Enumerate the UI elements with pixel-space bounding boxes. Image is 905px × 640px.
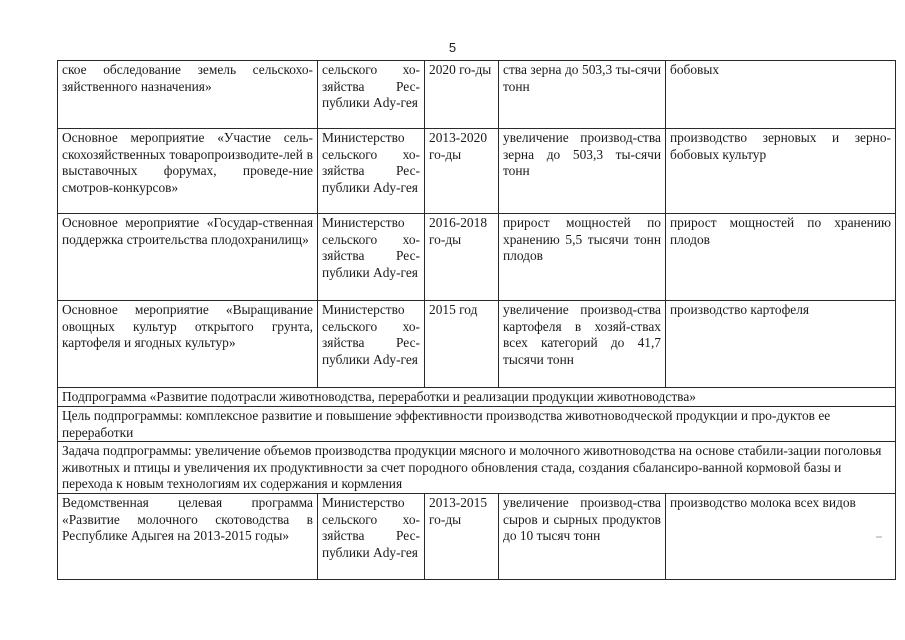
result-cell: прирост мощностей по хранению 5,5 тысячи тонн плодов [499, 214, 666, 301]
table-row [58, 301, 896, 388]
table-row [58, 214, 896, 301]
result-cell: увеличение производ-ства зерна до 503,3 ты-сячи тонн [499, 129, 666, 214]
table-row [58, 494, 896, 580]
subprogram-title: Подпрограмма «Развитие подотрасли животноводства, переработки и реализации продукции животноводства» [58, 388, 896, 407]
page-number: 5 [448, 40, 457, 55]
event-name-cell: Основное мероприятие «Участие сель-скохозяйственных товаропроизводите-лей в выставочных форумах, проведе-ние смотров-конкурсов» [58, 129, 318, 214]
event-name-cell: ское обследование земель сельскохо-зяйственного назначения» [58, 61, 318, 129]
goal-row [58, 407, 896, 442]
responsible-cell: Министерство сельского хо-зяйства Рес-публики Ady-гея [318, 129, 425, 214]
event-name-cell: Ведомственная целевая программа «Развитие молочного скотоводства в Республике Адыгея на 2013-2015 годы» [58, 494, 318, 580]
task-row [58, 442, 896, 494]
subprogram-goal: Цель подпрограммы: комплексное развитие и повышение эффективности производства животноводческой продукции и про-дуктов ее переработки [58, 407, 896, 442]
indicator-cell: прирост мощностей по хранению плодов [666, 214, 896, 301]
indicator-cell: производство молока всех видов [666, 494, 896, 580]
subprogram-task: Задача подпрограммы: увеличение объемов производства продукции мясного и молочного животноводства на основе стабили-зации поголовья животных и птицы и увеличения их продуктивности за счет породного обновления стада, создания сбалансиро-ванной кормовой базы и перехода к новым технологиям их содержания и кормления [58, 442, 896, 494]
program-table [57, 60, 896, 580]
period-cell: 2016-2018 го-ды [425, 214, 499, 301]
period-cell: 2015 год [425, 301, 499, 388]
responsible-cell: Министерство сельского хо-зяйства Рес-публики Ady-гея [318, 214, 425, 301]
period-cell: 2013-2020 го-ды [425, 129, 499, 214]
period-cell: 2020 го-ды [425, 61, 499, 129]
table-row [58, 61, 896, 129]
result-cell: увеличение производ-ства сыров и сырных продуктов до 10 тысяч тонн [499, 494, 666, 580]
event-name-cell: Основное мероприятие «Выращивание овощных культур открытого грунта, картофеля и ягодных культур» [58, 301, 318, 388]
indicator-cell: производство картофеля [666, 301, 896, 388]
indicator-cell: бобовых [666, 61, 896, 129]
responsible-cell: Министерство сельского хо-зяйства Рес-публики Ady-гея [318, 301, 425, 388]
indicator-cell: производство зерновых и зерно-бобовых культур [666, 129, 896, 214]
scan-artifact [876, 536, 882, 538]
result-cell: ства зерна до 503,3 ты-сячи тонн [499, 61, 666, 129]
result-cell: увеличение производ-ства картофеля в хозяй-ствах всех категорий до 41,7 тысячи тонн [499, 301, 666, 388]
responsible-cell: сельского хо-зяйства Рес-публики Ady-гея [318, 61, 425, 129]
table-row [58, 129, 896, 214]
responsible-cell: Министерство сельского хо-зяйства Рес-публики Ady-гея [318, 494, 425, 580]
subprogram-row [58, 388, 896, 407]
event-name-cell: Основное мероприятие «Государ-ственная поддержка строительства плодохранилищ» [58, 214, 318, 301]
period-cell: 2013-2015 го-ды [425, 494, 499, 580]
